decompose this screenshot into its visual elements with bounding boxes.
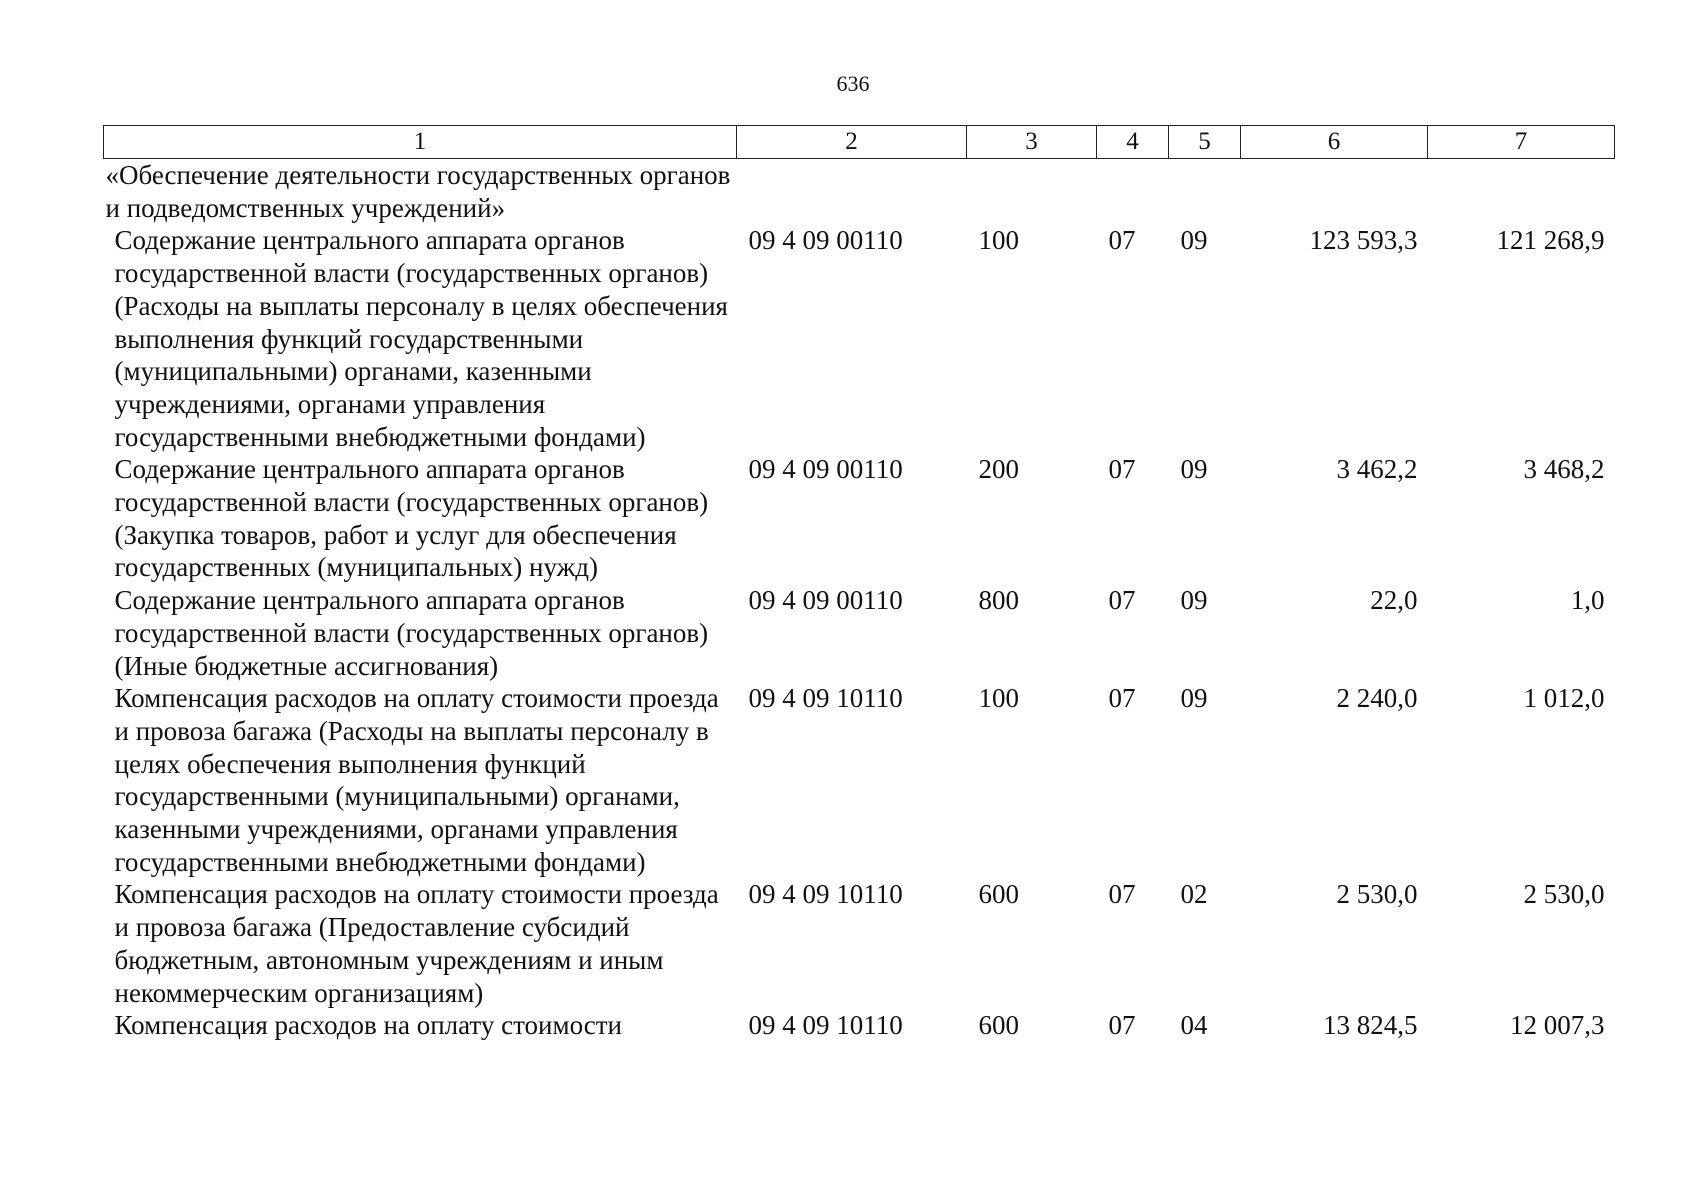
row-code: 09 4 09 10110 <box>748 1010 903 1041</box>
row-code: 09 4 09 00110 <box>748 585 903 616</box>
page-number: 636 <box>836 71 870 96</box>
row-description: Компенсация расходов на оплату стоимости проезда и провоза багажа (Расходы на выплаты персоналу в целях обеспечения выполнения функций государственными (муниципальными) органами, казенными учреждениями, органами управления государственными внебюджетными фондами) <box>114 683 719 877</box>
row-value-1: 2 530,0 <box>1336 879 1418 910</box>
row-description: Компенсация расходов на оплату стоимости <box>114 1010 622 1041</box>
row-type <box>967 159 1097 225</box>
table-row <box>104 453 1615 584</box>
row-value-2: 121 268,9 <box>1496 225 1605 256</box>
row-code: 09 4 09 10110 <box>748 683 903 714</box>
row-subsection: 09 <box>1180 585 1208 616</box>
row-value-2: 12 007,3 <box>1510 1010 1605 1041</box>
row-section: 07 <box>1108 225 1136 256</box>
row-value-2 <box>1428 159 1615 225</box>
row-value-1: 2 240,0 <box>1336 683 1418 714</box>
row-subsection: 09 <box>1180 225 1208 256</box>
row-section: 07 <box>1108 454 1136 485</box>
row-section: 07 <box>1108 585 1136 616</box>
row-type: 800 <box>978 585 1019 616</box>
column-header-1: 1 <box>104 126 737 159</box>
row-description: Содержание центрального аппарата органов государственной власти (государственных органов) (Иные бюджетные ассигнования) <box>114 585 709 681</box>
row-value-2: 1,0 <box>1570 585 1605 616</box>
row-value-2: 3 468,2 <box>1523 454 1605 485</box>
row-section: 07 <box>1108 683 1136 714</box>
row-type: 200 <box>978 454 1019 485</box>
row-type: 600 <box>978 879 1019 910</box>
row-value-2: 1 012,0 <box>1523 683 1605 714</box>
budget-table <box>103 125 1615 1042</box>
row-subsection: 09 <box>1180 683 1208 714</box>
row-code: 09 4 09 00110 <box>748 454 903 485</box>
row-section: 07 <box>1108 1010 1136 1041</box>
row-code <box>737 159 967 225</box>
row-code: 09 4 09 00110 <box>748 225 903 256</box>
row-code: 09 4 09 10110 <box>748 879 903 910</box>
header-row <box>104 126 1615 159</box>
row-subsection: 02 <box>1180 879 1208 910</box>
table-row <box>104 1009 1615 1042</box>
column-header-2: 2 <box>737 126 967 159</box>
row-subsection <box>1169 159 1241 225</box>
column-header-5: 5 <box>1169 126 1241 159</box>
row-value-1: 3 462,2 <box>1336 454 1418 485</box>
table-row <box>104 224 1615 453</box>
row-subsection: 04 <box>1180 1010 1208 1041</box>
row-value-1: 123 593,3 <box>1309 225 1418 256</box>
row-type: 100 <box>978 225 1019 256</box>
row-value-2: 2 530,0 <box>1523 879 1605 910</box>
row-subsection: 09 <box>1180 454 1208 485</box>
column-header-4: 4 <box>1097 126 1169 159</box>
table-header <box>104 126 1615 159</box>
row-description: Содержание центрального аппарата органов государственной власти (государственных органов) (Расходы на выплаты персоналу в целях обеспечения выполнения функций государственными (муниципальными) органами, казенными учреждениями, органами управления государственными внебюджетными фондами) <box>114 225 728 452</box>
row-value-1: 22,0 <box>1370 585 1418 616</box>
row-type: 100 <box>978 683 1019 714</box>
row-section <box>1097 159 1169 225</box>
column-header-3: 3 <box>967 126 1097 159</box>
row-type: 600 <box>978 1010 1019 1041</box>
table-row <box>104 584 1615 682</box>
row-description: Компенсация расходов на оплату стоимости проезда и провоза багажа (Предоставление субсидий бюджетным, автономным учреждениям и иным некоммерческим организациям) <box>114 879 719 1008</box>
table-row <box>104 878 1615 1009</box>
table-row <box>104 682 1615 878</box>
row-value-1: 13 824,5 <box>1323 1010 1418 1041</box>
column-header-7: 7 <box>1428 126 1615 159</box>
row-section: 07 <box>1108 879 1136 910</box>
row-description: «Обеспечение деятельности государственных органов и подведомственных учреждений» <box>105 160 731 223</box>
column-header-6: 6 <box>1241 126 1428 159</box>
row-description: Содержание центрального аппарата органов государственной власти (государственных органов) (Закупка товаров, работ и услуг для обеспечения государственных (муниципальных) нужд) <box>114 454 709 583</box>
table-row <box>104 159 1615 225</box>
table-body <box>104 159 1615 1042</box>
row-value-1 <box>1241 159 1428 225</box>
